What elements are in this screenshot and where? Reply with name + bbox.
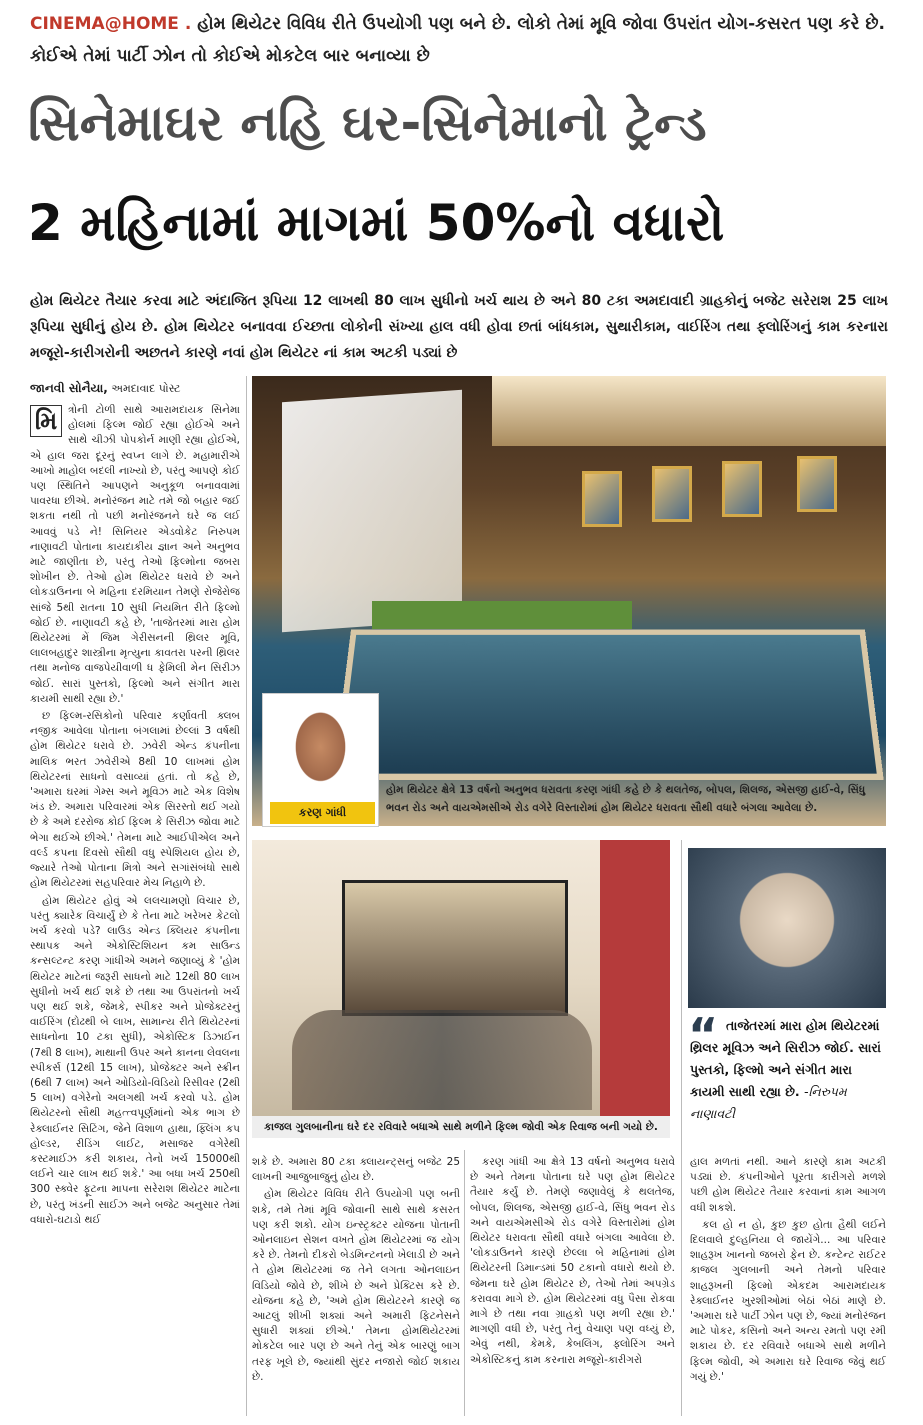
byline-desk: અમદાવાદ પોસ્ટ: [111, 382, 181, 395]
headline-line-2: 2 મહિનામાં માગમાં 50%નો વધારો: [28, 194, 725, 252]
column-3-paragraph: કરણ ગાંધી આ ક્ષેત્રે 13 વર્ષનો અનુભવ ધરાવે છે અને તેમના પોતાના ઘરે પણ હોમ થિયેટર તૈયાર કર્યું છે. તેમણે જણાવેલું કે થલતેજ, બોપલ, શિલજ, એસજી હાઈ-વે, સિંધુ ભવન રોડ અને વાયએમસીએ રોડ વગેરે વિસ્તારોમાં હોમ થિયેટર ધરાવતા સૌથી વધારે બંગલા આવેલા છે. 'લોકડાઉનને કારણે છેલ્લા બે મહિનામાં હોમ થિયેટરની ડિમાન્ડમાં 50 ટકાનો વધારો થયો છે. જેમના ઘરે હોમ થિયેટર છે, તેઓ તેમાં અપગ્રેડ કરાવવા માગે છે. હોમ થિયેટરમાં વધુ પૈસા રોકવા માગે છે તથા નવા ગ્રાહકો પણ મળી રહ્યા છે.' માગણી વધી છે, પરંતુ તેનું વેચાણ પણ વધ્યું છે, એવું નથી, કેમકે, કેબલિંગ, ફ્લોરિંગ અને એકોસ્ટિકનું કામ કરનારા મજૂરો-કારીગરો: [470, 1156, 675, 1366]
column-rule: [464, 1150, 465, 1416]
column-2-paragraph: શકે છે. અમારા 80 ટકા ક્લાયન્ટ્સનું બજેટ 25 લાખની આજુબાજુનું હોય છે.: [252, 1156, 460, 1184]
column-2: [252, 1155, 460, 1420]
column-4-paragraph: હાલ મળતાં નથી. આને કારણે કામ અટકી પડ્યાં છે. કંપનીઓને પૂરતા કારીગરો મળશે પછી હોમ થિયેટર તૈયાર કરવાનાં કામ આગળ વધી શકશે.: [690, 1156, 886, 1214]
pool: [332, 629, 883, 780]
column-4-paragraph: કલ હો ન હો, કુછ કુછ હોતા હૈથી લઈને દિલવાલે દુલ્હનિયા લે જાયેંગે... આ પરિવાર શાહરૂખ ખાનનો જબરો ફેન છે. કન્ટેન્ટ રાઈટર કાજલ ગુલબાની અને તેમનો પરિવાર શાહરૂખની ફિલ્મો એકદમ આરામદાયક રેક્લાઈનર ખુરશીઓમાં બેઠાં બેઠાં માણે છે. 'અમારા ઘરે પાર્ટી ઝોન પણ છે, જ્યાં મનોરંજન માટે પોકર, કસિનો અને અન્ય રમતો પણ રમી શકાય છે. દર રવિવારે બધાએ સાથે મળીને ફિલ્મ જોવી, એ અમારા ઘરે રિવાજ જેવું થઈ ગયું છે.': [690, 1218, 886, 1383]
wall-art: [582, 471, 622, 527]
deck: હોમ થિયેટર તૈયાર કરવા માટે અંદાજિત રૂપિયા 12 લાખથી 80 લાખ સુધીનો ખર્ચ થાય છે અને 80 ટકા અમદાવાદી ગ્રાહકોનું બજેટ સરેરાશ 25 લાખ રૂપિયા સુધીનું હોય છે. હોમ થિયેટર બનાવવા ઈચ્છતા લોકોની સંખ્યા હાલ વધી હોવા છતાં બાંધકામ, સુથારીકામ, વાઈરિંગ તથા ફ્લોરિંગનું કામ કરનારા મજૂરો-કારીગરોની અછતને કારણે નવાં હોમ થિયેટર નાં કામ અટકી પડ્યાં છે: [30, 293, 888, 361]
column-1-paragraph: ત્રોની ટોળી સાથે આરામદાયક સિનેમા હોલમાં ફિલ્મ જોઈ રહ્યા હોઈએ અને સાથે ચીઝી પોપકોર્ન માણી રહ્યા હોઈએ, એ હાલ જરા દૂરનું સ્વપ્ન લાગે છે. મહામારીએ આખો માહોલ બદલી નાખ્યો છે, પરંતુ આપણે કોઈ પણ સ્થિતિને આપણને અનુકૂળ બનાવવામાં પાવરધા છીએ. મનોરંજન માટે તમે જો બહાર જઈ શકતા નથી તો પછી મનોરંજનને ઘરે જ લઈ આવવું પડે ને! સિનિયર એડવોકેટ નિરુપમ નાણાવટી પોતાના કાયદાકીય જ્ઞાન અને અનુભવ માટે જાણીતા છે, પરંતુ તેઓ ફિલ્મોના જબરા શોખીન છે. તેઓ હોમ થિયેટર ધરાવે છે અને લોકડાઉનના બે મહિના દરમિયાન તેમણે રોજેરોજ સાંજે 5થી રાતના 10 સુધી નિયમિત રીતે ફિલ્મો જોઈ છે. નાણાવટી કહે છે, 'તાજેતરમાં મારા હોમ થિયેટરમાં મેં જિમ ગેરીસનની થ્રિલર મૂવિ, લાલબહાદુર શાસ્ત્રીના મૃત્યુના કાવતરા પરની થ્રિલર તથા મનોજ વાજપેયીવાળી ધ ફેમિલી મેન સિરીઝ જોઈ. સારાં પુસ્તકો, ફિલ્મો અને સંગીત મારા કાયમી સાથી રહ્યા છે.': [30, 404, 240, 705]
wall-art: [797, 456, 837, 512]
dropcap: મિ: [30, 405, 62, 437]
column-4: [690, 1155, 886, 1420]
photo-1-caption: હોમ થિયેટર ક્ષેત્રે 13 વર્ષનો અનુભવ ધરાવતા કરણ ગાંધી કહે છે કે થલતેજ, બોપલ, શિલજ, એસજી હાઈ-વે, સિંધુ ભવન રોડ અને વાયએમસીએ રોડ વગેરે વિસ્તારોમાં હોમ થિયેટર ધરાવતા સૌથી વધારે બંગલા આવેલા છે.: [386, 784, 866, 814]
column-1-paragraph: હોમ થિયેટર હોવું એ લલચામણો વિચાર છે, પરંતુ ક્યારેક વિચાર્યું છે કે તેના માટે ખરેખર કેટલો ખર્ચ કરવો પડે? લાઉડ એન્ડ ક્લિયર કંપનીના સ્થાપક અને એકોસ્ટિશિયન કમ સાઉન્ડ કન્સલ્ટન્ટ કરણ ગાંધીએ અમને જણાવ્યું કે 'હોમ થિયેટર માટેનાં જરૂરી સાધનો માટે 12થી 80 લાખ સુધીનો ખર્ચ થઈ શકે છે તથા આ ઉપરાંતનો ખર્ચ પણ થઈ શકે, જેમકે, સ્પીકર અને પ્રોજેક્ટરનું વાઈરિંગ (દોઢથી બે લાખ, સામાન્ય રીતે થિયેટરનાં સાધનોના 10 ટકા સુધી), એકોસ્ટિક ડિઝાઈન (7થી 8 લાખ), માથાની ઉપર અને કાનના લેવલના સ્પીકર્સ (12થી 15 લાખ), પ્રોજેક્ટર અને સ્ક્રીન (6થી 7 લાખ) અને ઓડિયો-વિડિયો રિસીવર (2થી 5 લાખ) વગેરેનો અલગથી ખર્ચ કરવો પડે. હોમ થિયેટરનો સૌથી મહત્ત્વપૂર્ણમાંનો એક ભાગ છે રેક્લાઈનર સિટિંગ, જેને વિશાળ હાથા, ફ્લિંગ કપ હોલ્ડર, રીડિંગ લાઈટ, મસાજર વગેરેથી કસ્ટમાઈઝ કરી શકાય, તેનો ખર્ચ 15000થી લઈને ચાર લાખ થઈ શકે.' આ બધા ખર્ચ 250થી 300 સ્ક્વેર ફૂટના માપના સરેરાશ થિયેટર માટેના છે, પરંતુ ખંડની સાઈઝ અને બજેટ અનુસાર તેમાં વધારો-ઘટાડો થઈ: [30, 894, 240, 1226]
red-wall: [600, 840, 670, 1116]
column-rule: [246, 376, 247, 1416]
inset-name-label: કરણ ગાંધી: [270, 802, 375, 824]
wall-art: [652, 466, 692, 522]
kicker: [30, 8, 900, 72]
projection-screen: [342, 880, 568, 1016]
column-rule: [681, 840, 682, 1416]
photo-2-caption: કાજલ ગુલબાનીના ઘરે દર રવિવારે બધાએ સાથે મળીને ફિલ્મ જોવી એક રિવાજ બની ગયો છે.: [252, 1116, 670, 1138]
column-2-paragraph: હોમ થિયેટર વિવિધ રીતે ઉપયોગી પણ બની શકે, તમે તેમાં મૂવિ જોવાની સાથે સાથે કસરત પણ કરી શકો. યોગ ઇન્સ્ટ્રક્ટર યોજના પોતાની ઓનલાઇન સેશન વખતે હોમ થિયેટરમાં જ યોગ કરે છે. તેમનો દીકરો બેડમિન્ટનનો ખેલાડી છે અને તે હોમ થિયેટરમાં જ તેને લગતા ઓનલાઇન વિડિયો જોવે છે, શીખે છે અને પ્રેક્ટિસ કરે છે. યોજના કહે છે, 'અમે હોમ થિયેટરને કારણે જ આટલું શીખી શક્યાં અને અમારી ફિટનેસને સુધારી શક્યાં છીએ.' તેમના હોમથિયેટરમાં મોકટેલ બાર પણ છે અને તેનું એક બારણું બાગ તરફ ખૂલે છે, જ્યાંથી સુંદર નજારો જોઈ શકાય છે.: [252, 1188, 460, 1383]
byline-name: જાનવી સોનૈયા,: [30, 381, 108, 395]
quote-mark-icon: “: [688, 1008, 719, 1062]
headline-line-1: સિનેમાઘર નહિ ઘર-સિનેમાનો ટ્રેન્ડ: [28, 94, 707, 152]
pull-quote: [690, 1015, 886, 1125]
byline: [30, 380, 245, 397]
ceiling-lights: [492, 376, 886, 446]
portrait-photo: [688, 848, 886, 1008]
lawn-strip: [372, 601, 632, 629]
pull-quote-text: તાજેતરમાં મારા હોમ થિયેટરમાં થ્રિલર મૂવિઝ અને સિરીઝ જોઈ. સારાં પુસ્તકો, ફિલ્મો અને સંગીત મારા કાયમી સાથી રહ્યા છે.: [690, 1018, 881, 1099]
projection-screen: [282, 390, 462, 633]
column-3: [470, 1155, 675, 1420]
pull-quote-attribution: -નિરુપમ નાણાવટી: [690, 1084, 847, 1121]
column-1-paragraph: છ ફિલ્મ-રસિકોનો પરિવાર કર્ણાવતી ક્લબ નજીક આવેલા પોતાના બંગલામાં છેલ્લાં 3 વર્ષથી હોમ થિયેટર ધરાવે છે. ઝવેરી એન્ડ કંપનીના માલિક ભરત ઝવેરીએ 8થી 10 લાખમાં હોમ થિયેટરનાં સાધનો વસાવ્યાં હતાં. તો કહે છે, 'અમારા ઘરમાં ગેમ્સ અને મૂવિઝ માટે એક વિશેષ ખંડ છે. અમારા પરિવારમાં એક સિરસ્તો થઈ ગયો છે કે અમે દરરોજ કોઈ ફિલ્મ કે સિરીઝ જોવા માટે ભેગા થઈએ છીએ.' તેમના માટે આઈપીએલ અને વર્લ્ડ કપના દિવસો સૌથી વધુ સ્પેશિયલ હોય છે, જ્યારે તેઓ પોતાના મિત્રો અને સગાંસંબંધો સાથે હોમ થિયેટરમાં સહપરિવાર મેચ નિહાળે છે.: [30, 710, 240, 890]
section-brand: CINEMA@HOME .: [30, 14, 192, 34]
viewers: [292, 1010, 592, 1110]
column-1: [30, 403, 240, 1413]
kicker-text: હોમ થિયેટર વિવિધ રીતે ઉપયોગી પણ બને છે. લોકો તેમાં મૂવિ જોવા ઉપરાંત યોગ-કસરત પણ કરે છે. કોઈએ તેમાં પાર્ટી ઝોન તો કોઈએ મોકટેલ બાર બનાવ્યા છે: [30, 14, 885, 66]
wall-art: [722, 461, 762, 517]
family-watching-photo: [252, 840, 670, 1116]
